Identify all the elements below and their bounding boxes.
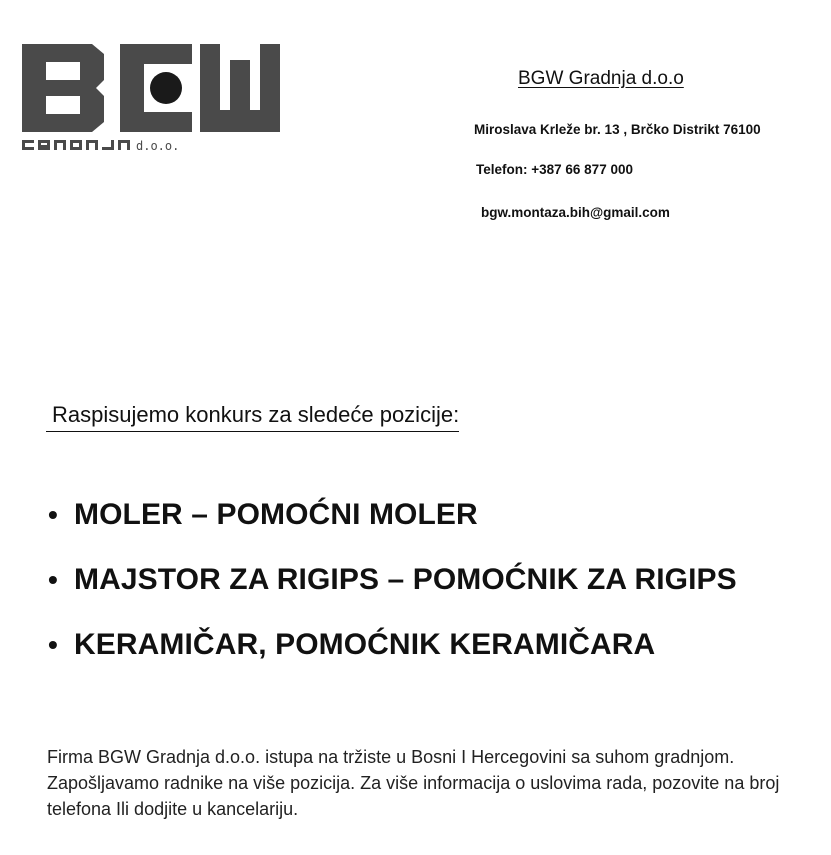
position-item [48, 498, 737, 532]
position-label: MAJSTOR ZA RIGIPS – POMOĆNIK ZA RIGIPS [74, 563, 737, 596]
logo-dot [150, 72, 182, 104]
logo-letter-w [200, 44, 280, 132]
position-item [48, 563, 737, 597]
company-name: BGW Gradnja d.o.o [518, 68, 684, 89]
positions-list [48, 498, 737, 693]
position-item [48, 628, 737, 662]
bullet-icon: • [48, 499, 58, 530]
company-logo [20, 40, 282, 158]
position-label: KERAMIČAR, POMOĆNIK KERAMIČARA [74, 628, 656, 661]
bullet-icon: • [48, 629, 58, 660]
company-email: bgw.montaza.bih@gmail.com [481, 205, 670, 220]
company-phone: Telefon: +387 66 877 000 [476, 162, 633, 177]
announcement-heading: Raspisujemo konkurs za sledeće pozicije: [46, 402, 459, 432]
company-address: Miroslava Krleže br. 13 , Brčko Distrikt 76100 [474, 122, 761, 137]
description-paragraph: Firma BGW Gradnja d.o.o. istupa na tržiste u Bosni I Hercegovini sa suhom gradnjom. Zapošljavamo radnike na više pozicija. Za više informacija o uslovima rada, pozovite na broj telefona Ili dodjite u kancelariju. [47, 747, 780, 819]
position-label: MOLER – POMOĆNI MOLER [74, 498, 478, 531]
bgw-logo-graphic [20, 40, 282, 158]
logo-letter-b [22, 44, 104, 132]
bullet-icon: • [48, 564, 58, 595]
logo-suffix: d.o.o. [136, 139, 180, 153]
